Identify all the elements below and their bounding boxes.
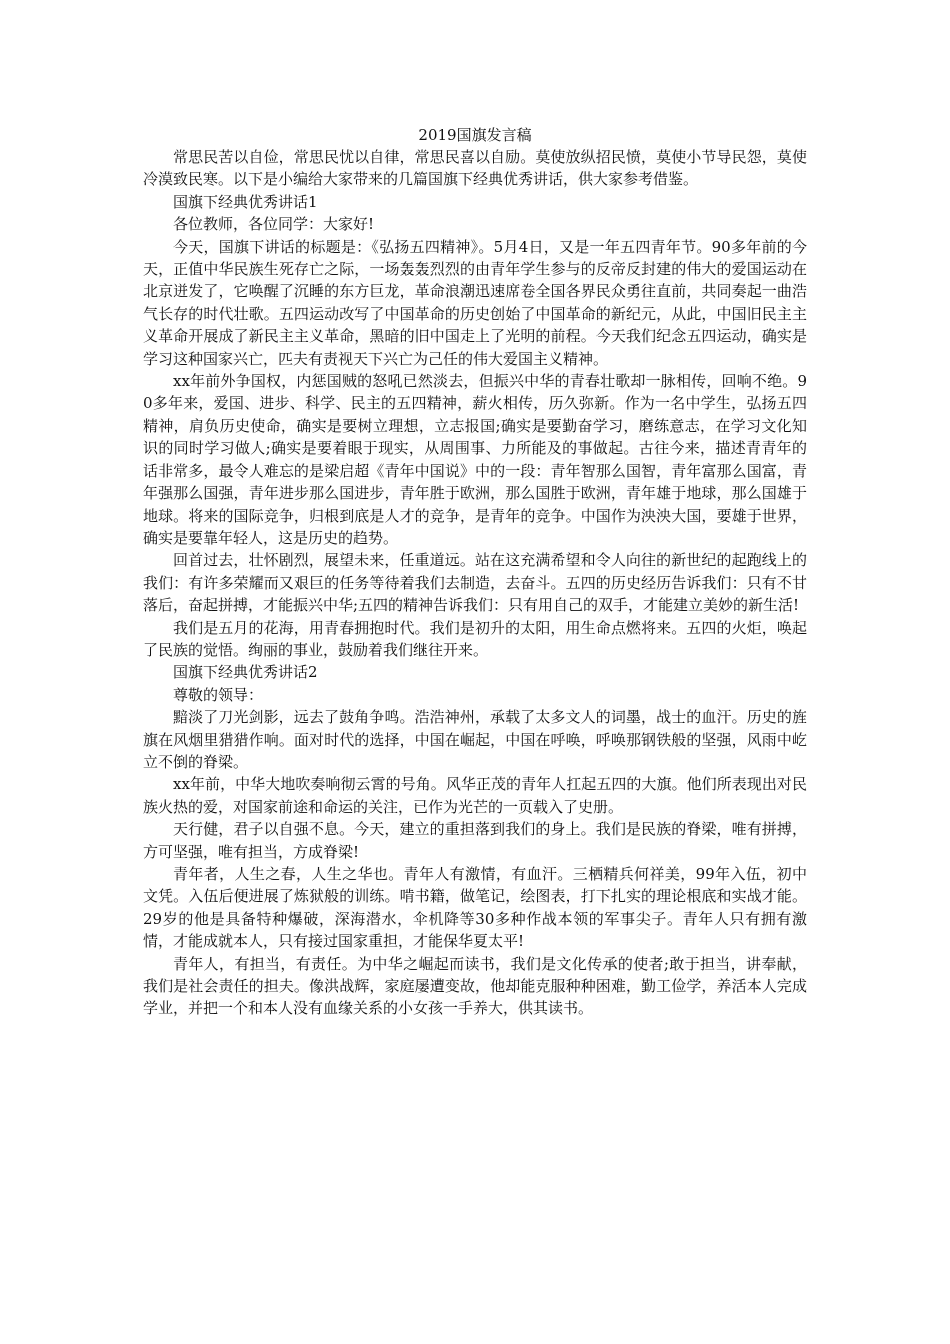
paragraph-speech2-3: 天行健，君子以自强不息。今天，建立的重担落到我们的身上。我们是民族的脊梁，唯有拼搏，方可坚强，唯有担当，方成脊梁! <box>143 820 807 861</box>
paragraph-intro: 常思民苦以自俭，常思民忧以自律，常思民喜以自励。莫使放纵招民愤，莫使小节导民怨，莫使冷漠致民寒。以下是小编给大家带来的几篇国旗下经典优秀讲话，供大家参考借鉴。 <box>143 148 807 189</box>
paragraph-speech2-4: 青年者，人生之春，人生之华也。青年人有激情，有血汗。三栖精兵何祥美，99年入伍，初中文凭。入伍后便进展了炼狱般的训练。啃书籍，做笔记，绘图表，打下扎实的理论根底和实战才能。29岁的他是具备特种爆破，深海潜水，伞机降等30多种作战本领的军事尖子。青年人只有拥有激情，才能成就本人，只有接过国家重担，才能保华夏太平! <box>143 865 807 951</box>
greeting-1: 各位教师，各位同学：大家好! <box>173 215 375 234</box>
section-heading-2: 国旗下经典优秀讲话2 <box>173 663 318 682</box>
paragraph-speech2-5: 青年人，有担当，有责任。为中华之崛起而读书，我们是文化传承的使者;敢于担当，讲奉献，我们是社会责任的担夫。像洪战辉，家庭屡遭变故，他却能克服种种困难，勤工俭学，养活本人完成学业，并把一个和本人没有血缘关系的小女孩一手养大，供其读书。 <box>143 954 807 1018</box>
paragraph-speech1-1: 今天，国旗下讲话的标题是：《弘扬五四精神》。5月4日，又是一年五四青年节。90多年前的今天，正值中华民族生死存亡之际，一场轰轰烈烈的由青年学生参与的反帝反封建的伟大的爱国运动在北京迸发了，它唤醒了沉睡的东方巨龙，革命浪潮迅速席卷全国各界民众勇往直前，共同奏起一曲浩气长存的时代壮歌。五四运动改写了中国革命的历史创始了中国革命的新纪元，从此，中国旧民主主义革命开展成了新民主主义革命，黑暗的旧中国走上了光明的前程。今天我们纪念五四运动，确实是学习这种国家兴亡，匹夫有责视天下兴亡为己任的伟大爱国主义精神。 <box>143 237 807 368</box>
paragraph-speech2-1: 黯淡了刀光剑影，远去了鼓角争鸣。浩浩神州，承载了太多文人的词墨，战士的血汗。历史的旌旗在风烟里猎猎作响。面对时代的选择，中国在崛起，中国在呼唤，呼唤那钢铁般的坚强，风雨中屹立不倒的脊梁。 <box>143 708 807 771</box>
paragraph-speech1-2: xx年前外争国权，内惩国贼的怒吼已然淡去，但振兴中华的青春壮歌却一脉相传，回响不绝。90多年来，爱国、进步、科学、民主的五四精神，薪火相传，历久弥新。作为一名中学生，弘扬五四精神，肩负历史使命，确实是要树立理想，立志报国;确实是要勤奋学习，磨练意志，在学习文化知识的同时学习做人;确实是要着眼于现实，从周围事、力所能及的事做起。古往今来，描述青青年的话非常多，最令人难忘的是梁启超《青年中国说》中的一段：青年智那么国智，青年富那么国富，青年强那么国强，青年进步那么国进步，青年胜于欧洲，那么国胜于欧洲，青年雄于地球，那么国雄于地球。将来的国际竞争，归根到底是人才的竞争，是青年的竞争。中国作为泱泱大国，要雄于世界，确实是要靠年轻人，这是历史的趋势。 <box>143 372 807 547</box>
paragraph-speech2-2: xx年前，中华大地吹奏响彻云霄的号角。风华正茂的青年人扛起五四的大旗。他们所表现出对民族火热的爱，对国家前途和命运的关注，已作为光芒的一页载入了史册。 <box>143 775 807 816</box>
paragraph-speech1-3: 回首过去，壮怀剧烈，展望未来，任重道远。站在这充满希望和令人向往的新世纪的起跑线上的我们：有许多荣耀而又艰巨的任务等待着我们去制造，去奋斗。五四的历史经历告诉我们：只有不甘落后，奋起拼搏，才能振兴中华;五四的精神告诉我们：只有用自己的双手，才能建立美妙的新生活! <box>143 551 807 615</box>
document-page <box>143 124 807 1020</box>
paragraph-speech1-4: 我们是五月的花海，用青春拥抱时代。我们是初升的太阳，用生命点燃将来。五四的火炬，唤起了民族的觉悟。绚丽的事业，鼓励着我们继往开来。 <box>143 618 807 659</box>
document-title: 2019国旗发言稿 <box>418 126 532 144</box>
section-heading-1: 国旗下经典优秀讲话1 <box>173 192 318 211</box>
greeting-2: 尊敬的领导： <box>173 685 264 704</box>
